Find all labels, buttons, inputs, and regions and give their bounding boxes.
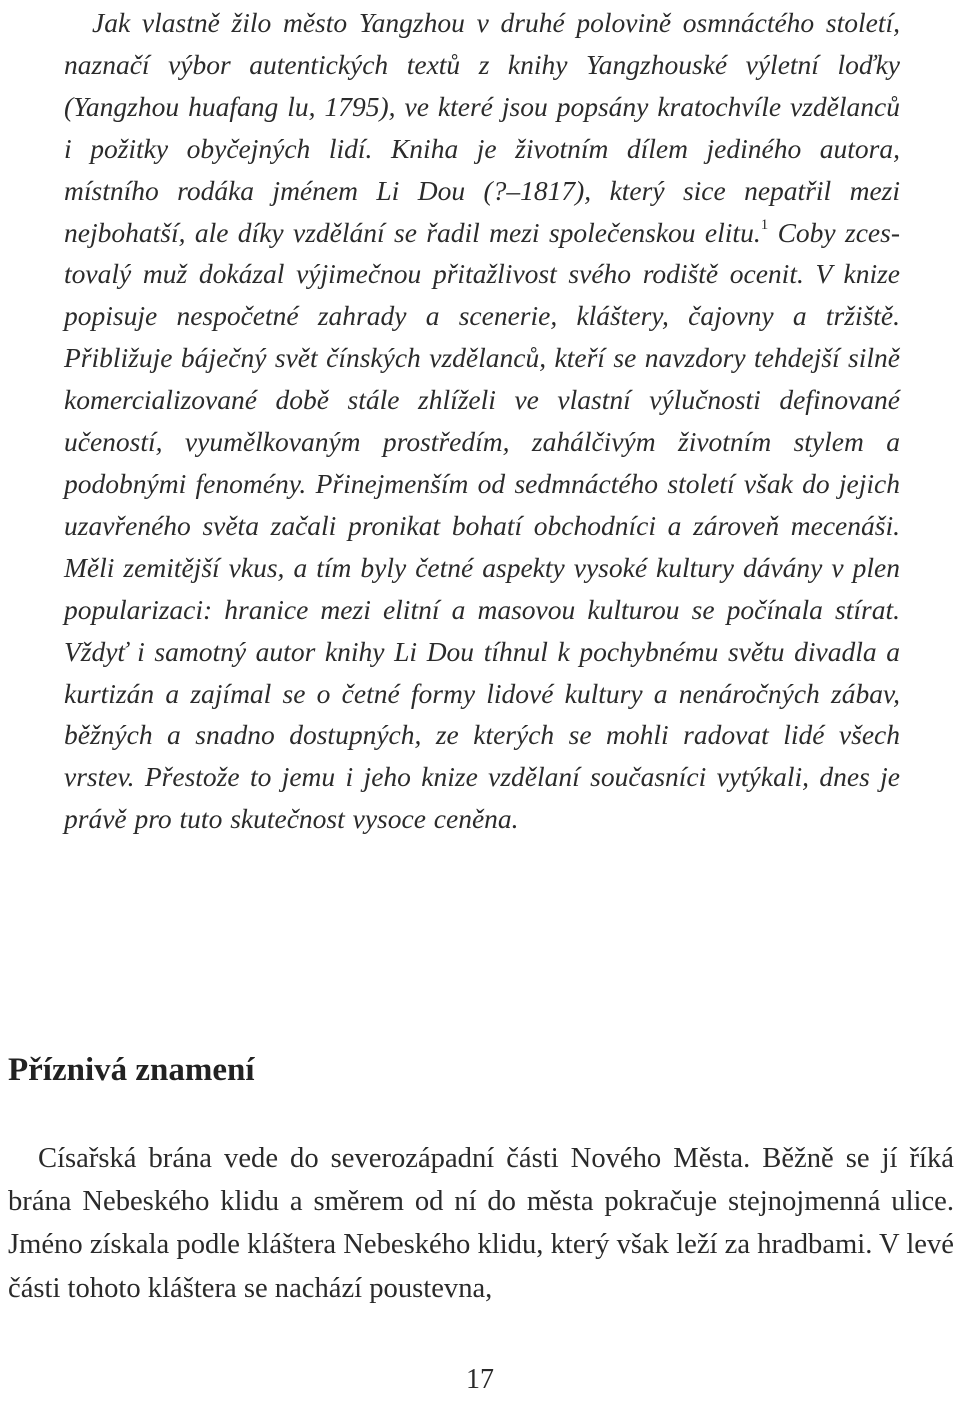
intro-paragraph: [64, 2, 900, 840]
footnote-marker[interactable]: 1: [760, 216, 769, 233]
section-paragraph-text: Císařská brána vede do severozápadní části Nového Města. Běžně se jí říká brána Nebeského klidu a směrem od ní do města pokračuje stejnojmenná ulice. Jméno získala podle kláštera Nebeského klidu, který však leží za hradbami. V levé části tohoto kláštera se nachází poustevna,: [8, 1143, 954, 1304]
section-paragraph: [8, 1137, 954, 1310]
section-heading: Příznivá znamení: [8, 1052, 255, 1088]
intro-text-part-1: Jak vlastně žilo město Yangzhou v druhé polovině osmnáctého století, naznačí výbor autentických textů z knihy Yangzhouské výletní loďky (Yangzhou huafang lu, 1795), ve které jsou popsány kratochvíle vzdělanců i požitky obyčejných lidí. Kniha je životním dílem jediného autora, místního rodáka jménem Li Dou (?–1817), který sice nepatřil mezi nejbohatší, ale díky vzdělání se řadil mezi společenskou elitu.: [64, 7, 900, 248]
intro-text-part-2: Coby zcestovalý muž dokázal výjimečnou přitažlivost svého rodiště ocenit. V knize popisuje nespočetné zahrady a scenerie, kláštery, čajovny a tržiště. Přibližuje báječný svět čínských vzdělanců, kteří se navzdory tehdejší silně komercializované době stále zhlíželi ve vlastní výlučnosti definované učeností, vyumělkovaným prostředím, zahálčivým životním stylem a podobnými fenomény. Přinejmenším od sedmnáctého století však do jejich uzavřeného světa začali pronikat bohatí obchodníci a zároveň mecenáši. Měli zemitější vkus, a tím byly četné aspekty vysoké kultury dávány v plen popularizaci: hranice mezi elitní a masovou kulturou se počínala stírat. Vždyť i samotný autor knihy Li Dou tíhnul k pochybnému světu divadla a kurtizán a zajímal se o četné formy lidové kultury a nenáročných zábav, běžných a snadno dostupných, ze kterých se mohli radovat lidé všech vrstev. Přestože to jemu i jeho knize vzdělaní současníci vytýkali, dnes je právě pro tuto skutečnost vysoce ceněna.: [64, 216, 900, 835]
page-number: 17: [466, 1364, 494, 1395]
